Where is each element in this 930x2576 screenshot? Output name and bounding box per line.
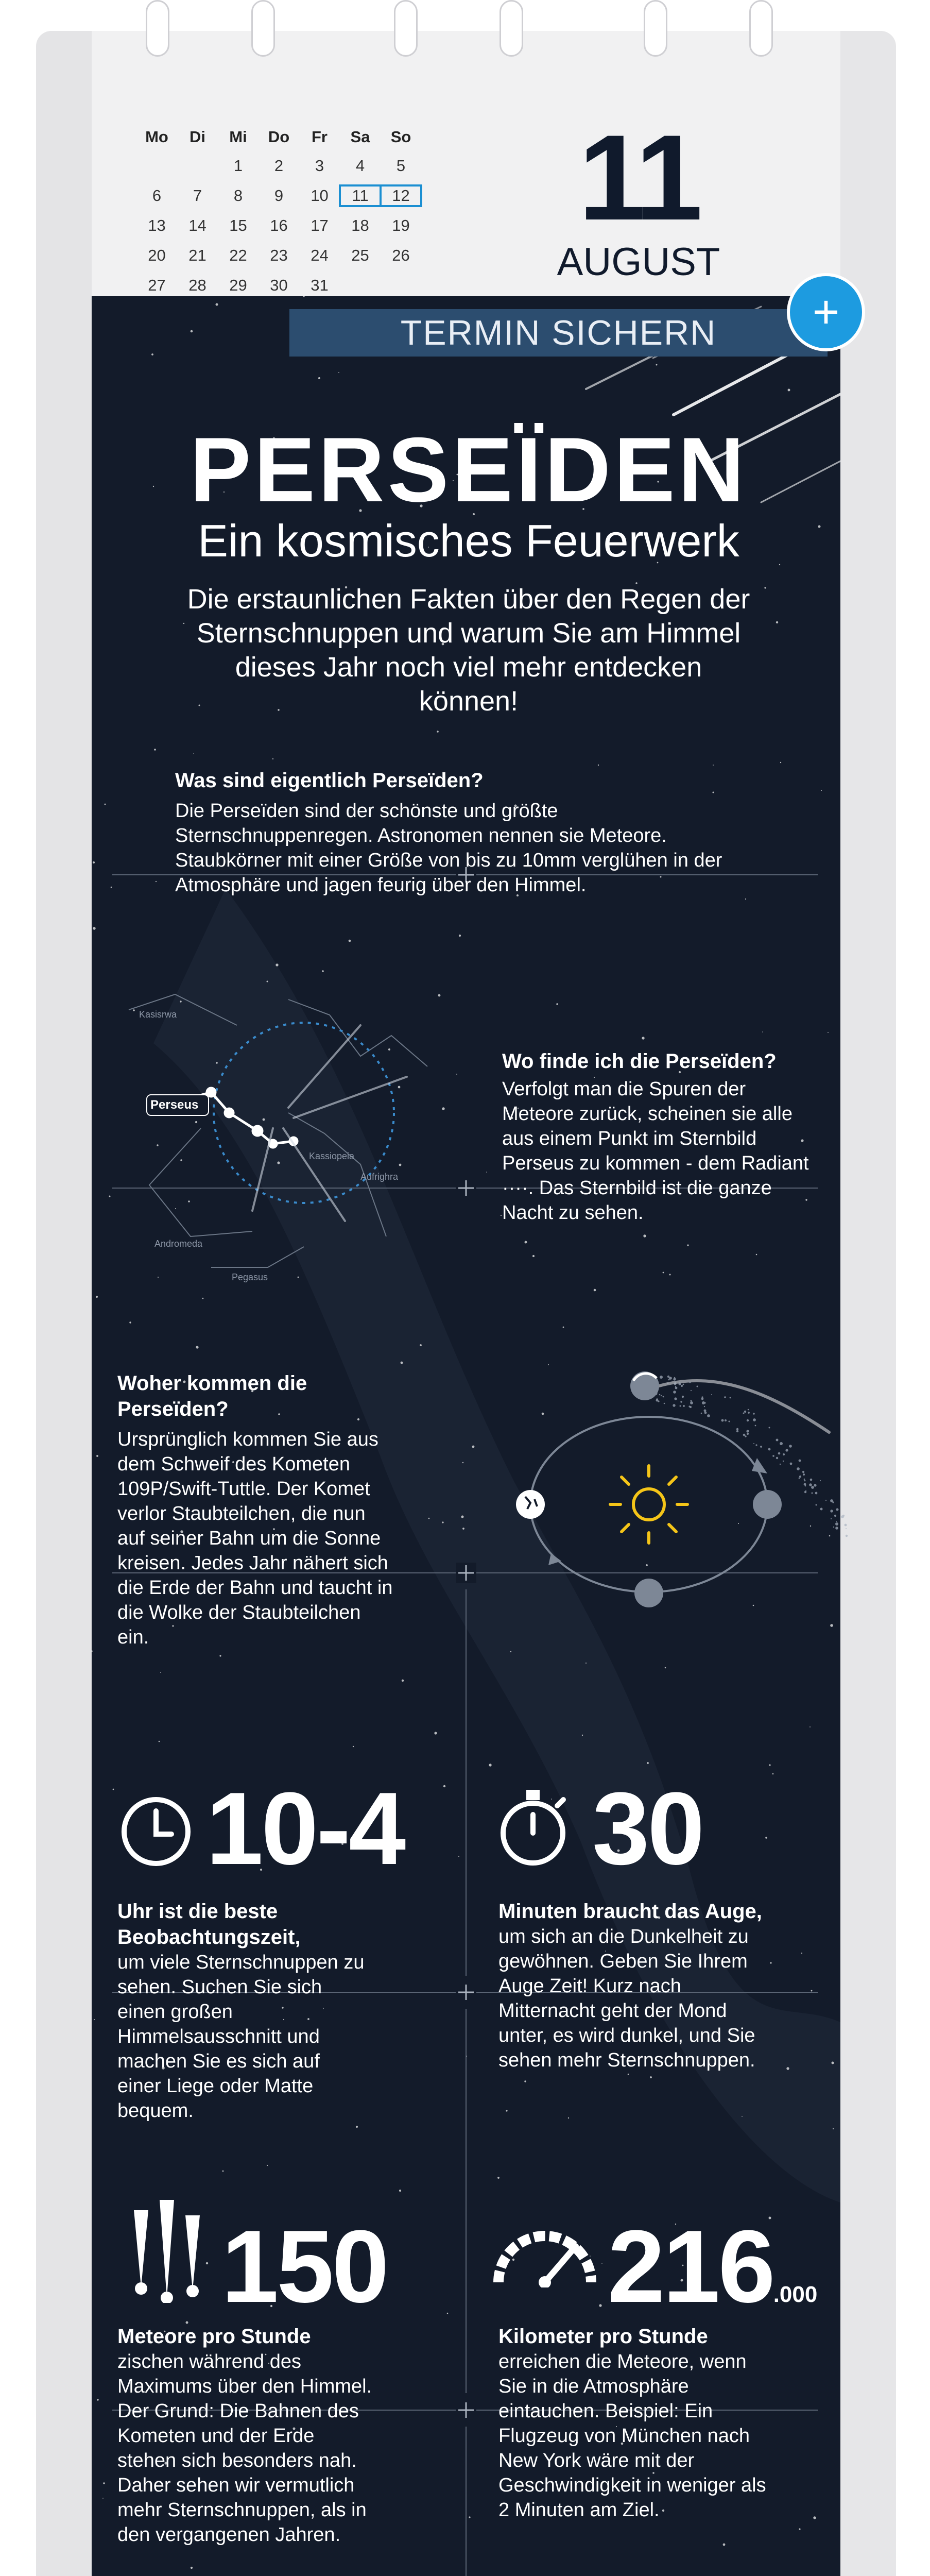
- fact-text: zischen während des Maximums über den Himmel. Der Grund: Die Bahnen des Kometen und der Erde stehen sich besonders nah. Daher sehen wir vermutlich mehr Sternschnuppen, als in den vergangenen Jahren.: [117, 2351, 372, 2546]
- calendar-day[interactable]: 8: [233, 187, 243, 205]
- fact-number: 150: [221, 2209, 387, 2324]
- where-text: Verfolgt man die Spuren der Meteore zurück, scheinen sie alle aus einem Punkt im Sternbild Perseus zu kommen - dem Radiant ····. Das Sternbild ist die ganze Nacht zu sehen.: [502, 1078, 809, 1224]
- intro-text: Die Perseïden sind der schönste und größte Sternschnuppenregen. Astronomen nennen sie Meteore. Staubkörner mit einer Größe von bis zu 10mm verglühen in der Atmosphäre und jagen feurig über den Himmel.: [175, 800, 722, 896]
- constellation-label: Kassiopeia: [309, 1151, 355, 1161]
- fact-heading: Minuten braucht das Auge,: [498, 1900, 762, 1923]
- calendar-day[interactable]: 5: [396, 157, 406, 175]
- calendar-day[interactable]: 26: [392, 246, 410, 264]
- stopwatch-icon: [494, 1783, 572, 1870]
- page-shadow: [36, 31, 92, 2576]
- fact-text: um viele Sternschnuppen zu sehen. Suchen Sie sich einen großen Himmelsausschnitt und machen Sie es sich auf einer Liege oder Matte bequem.: [117, 1952, 365, 2122]
- binding-ring: [644, 0, 667, 57]
- comet-orbit-icon: [479, 1350, 850, 1659]
- calendar-day[interactable]: 3: [315, 157, 324, 175]
- calendar-day: [177, 156, 218, 176]
- calendar-day[interactable]: 6: [152, 187, 162, 205]
- constellation-label: Pegasus: [232, 1272, 268, 1282]
- page-edge: [840, 31, 896, 2576]
- calendar-day[interactable]: 30: [270, 276, 288, 294]
- save-date-button[interactable]: [289, 309, 828, 357]
- calendar-day[interactable]: 18: [351, 216, 369, 234]
- fact-heading: Meteore pro Stunde: [117, 2325, 311, 2348]
- fact-number-value: 216: [608, 2209, 773, 2324]
- calendar-day[interactable]: 7: [193, 187, 202, 205]
- calendar-weekday: Mi: [229, 128, 247, 146]
- constellation-label: Perseus: [150, 1098, 199, 1112]
- binding-ring: [146, 0, 169, 57]
- calendar-day[interactable]: 12: [381, 185, 421, 206]
- origin-heading: Woher kommen die Perseïden?: [117, 1372, 307, 1420]
- lead-text: Die erstaunlichen Fakten über den Regen der Sternschnuppen und warum Sie am Himmel dieses Jahr noch viel mehr entdecken können!: [187, 584, 750, 717]
- calendar-day[interactable]: 15: [229, 216, 247, 234]
- constellation-label: Kasisrwa: [139, 1009, 177, 1020]
- add-button[interactable]: [787, 273, 865, 351]
- calendar-day[interactable]: 10: [311, 187, 329, 205]
- page-title: PERSEÏDEN: [190, 418, 748, 521]
- fact-heading: Uhr ist die beste Beobachtungszeit,: [117, 1900, 301, 1948]
- calendar-day[interactable]: 17: [311, 216, 329, 234]
- fact-heading: Kilometer pro Stunde: [498, 2325, 708, 2348]
- clock-icon: [117, 1793, 195, 1870]
- calendar-day[interactable]: 22: [229, 246, 247, 264]
- constellation-label: Andromeda: [154, 1239, 203, 1249]
- calendar-day[interactable]: 11: [340, 185, 381, 206]
- where-heading: Wo finde ich die Perseïden?: [502, 1050, 777, 1073]
- mini-calendar: [136, 128, 421, 296]
- calendar-day[interactable]: 4: [355, 157, 365, 175]
- calendar-day[interactable]: 1: [233, 157, 243, 175]
- binding-ring: [500, 0, 523, 57]
- intro-heading: Was sind eigentlich Perseïden?: [175, 769, 484, 792]
- calendar-day[interactable]: 29: [229, 276, 247, 294]
- page-subtitle: Ein kosmisches Feuerwerk: [198, 515, 739, 566]
- calendar-weekday: Di: [190, 128, 205, 146]
- speedometer-icon: [493, 2221, 596, 2287]
- fact-number: 10-4: [206, 1771, 404, 1886]
- binding-ring: [394, 0, 418, 57]
- constellation-map-icon: [118, 979, 438, 1298]
- binding-ring: [251, 0, 275, 57]
- calendar-day[interactable]: 25: [351, 246, 369, 264]
- date-day: 11: [578, 110, 699, 246]
- calendar-day[interactable]: 19: [392, 216, 410, 234]
- fact-number-suffix: .000: [773, 2282, 818, 2307]
- date-month: AUGUST: [557, 240, 720, 284]
- calendar-weekday: Mo: [145, 128, 168, 146]
- calendar-day[interactable]: 21: [188, 246, 206, 264]
- origin-text: Ursprünglich kommen Sie aus dem Schweif des Kometen 109P/Swift-Tuttle. Der Komet verlor Staubteilchen, die nun auf seiner Bahn um die Sonne kreisen. Jedes Jahr nähert sich die Erde der Bahn und taucht in die Wolke der Staubteilchen ein.: [117, 1429, 393, 1648]
- calendar-day[interactable]: 16: [270, 216, 288, 234]
- constellation-label: Aufrighra: [360, 1172, 399, 1182]
- calendar-day[interactable]: 20: [148, 246, 166, 264]
- calendar-day[interactable]: 28: [188, 276, 206, 294]
- fact-number: 30: [592, 1771, 703, 1886]
- calendar-day[interactable]: 24: [311, 246, 329, 264]
- calendar-day[interactable]: 14: [188, 216, 206, 234]
- meteors-icon: [124, 2200, 211, 2303]
- calendar-weekday: Do: [268, 128, 290, 146]
- calendar-day[interactable]: 31: [311, 276, 329, 294]
- calendar-day[interactable]: 9: [274, 187, 284, 205]
- binding-ring: [749, 0, 773, 57]
- calendar-weekday: Sa: [350, 128, 370, 146]
- calendar-day[interactable]: 13: [148, 216, 166, 234]
- calendar-weekday: Fr: [312, 128, 328, 146]
- calendar-weekday: So: [390, 128, 411, 146]
- calendar-day[interactable]: 23: [270, 246, 288, 264]
- save-date-label: TERMIN SICHERN: [400, 313, 717, 352]
- calendar-day[interactable]: 27: [148, 276, 166, 294]
- fact-text: um sich an die Dunkelheit zu gewöhnen. Geben Sie Ihrem Auge Zeit! Kurz nach Mitternacht geht der Mond unter, es wird dunkel, und Sie sehen mehr Sternschnuppen.: [498, 1926, 755, 2071]
- calendar-day[interactable]: 2: [274, 157, 284, 175]
- calendar-day: [136, 156, 177, 176]
- plus-icon: +: [812, 286, 840, 338]
- fact-text: erreichen die Meteore, wenn Sie in die Atmosphäre eintauchen. Beispiel: Ein Flugzeug von München nach New York wäre mit der Geschwindigkeit in weniger als 2 Minuten am Ziel.: [498, 2351, 766, 2521]
